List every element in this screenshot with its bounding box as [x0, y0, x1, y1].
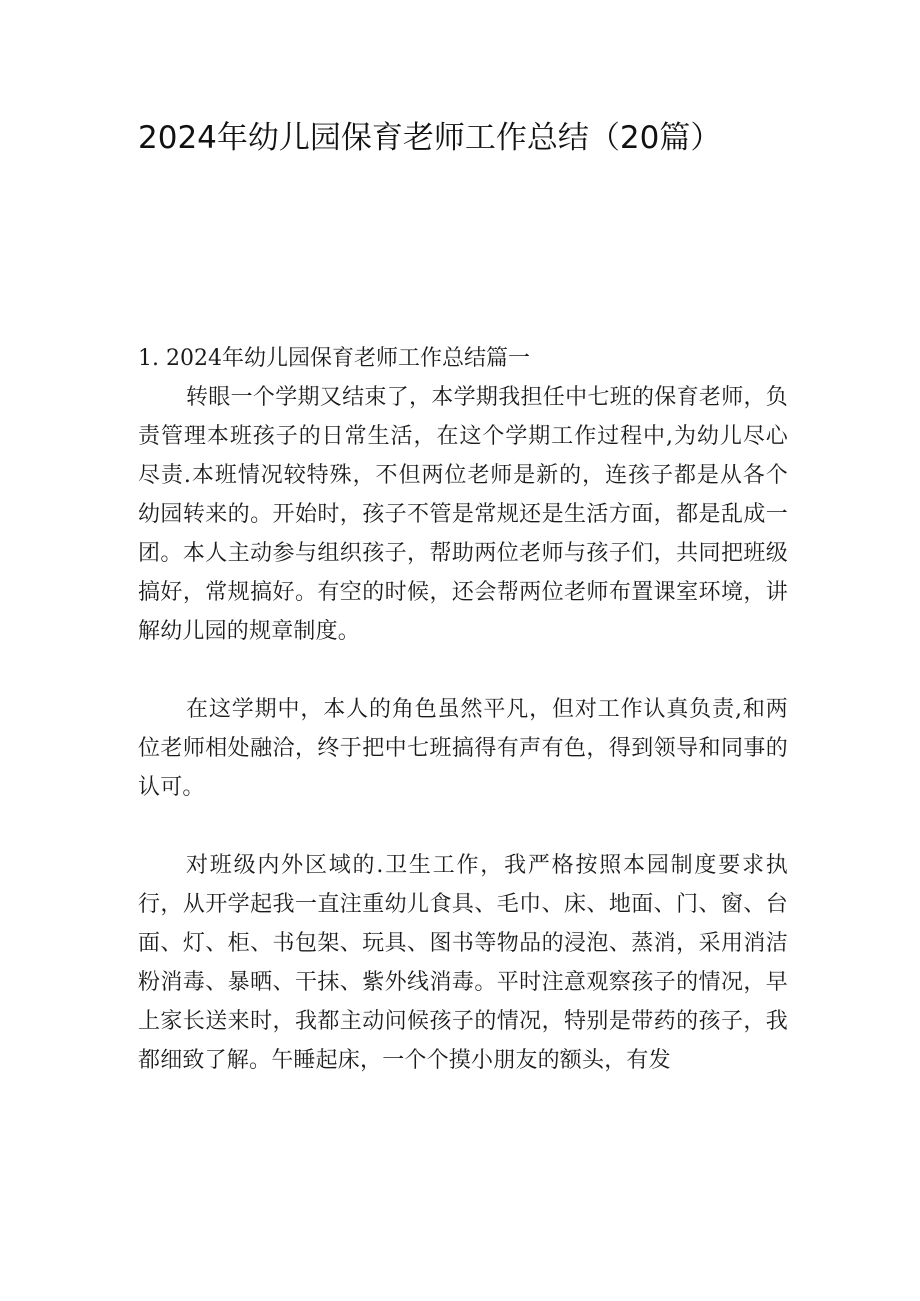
section-heading: 1. 2024年幼儿园保育老师工作总结篇一	[138, 346, 530, 371]
paragraph-intro: 转眼一个学期又结束了，本学期我担任中七班的保育老师，负责管理本班孩子的日常生活，在这个学期工作过程中,为幼儿尽心尽责.本班情况较特殊，不但两位老师是新的，连孩子都是从各个幼园转来的。开始时，孩子不管是常规还是生活方面，都是乱成一团。本人主动参与组织孩子，帮助两位老师与孩子们，共同把班级搞好，常规搞好。有空的时候，还会帮两位老师布置课室环境，讲解幼儿园的规章制度。	[138, 385, 788, 644]
paragraph-role: 在这学期中，本人的角色虽然平凡，但对工作认真负责,和两位老师相处融洽，终于把中七班搞得有声有色，得到领导和同事的认可。	[138, 697, 788, 800]
document-title: 2024年幼儿园保育老师工作总结（20篇）	[138, 120, 722, 156]
paragraph-hygiene: 对班级内外区域的.卫生工作，我严格按照本园制度要求执行，从开学起我一直注重幼儿食具、毛巾、床、地面、门、窗、台面、灯、柜、书包架、玩具、图书等物品的浸泡、蒸消，采用消洁粉消毒、暴晒、干抹、紫外线消毒。平时注意观察孩子的情况，早上家长送来时，我都主动问候孩子的情况，特别是带药的孩子，我都细致了解。午睡起床，一个个摸小朋友的额头，有发	[138, 853, 788, 1073]
document-body	[138, 340, 788, 1080]
